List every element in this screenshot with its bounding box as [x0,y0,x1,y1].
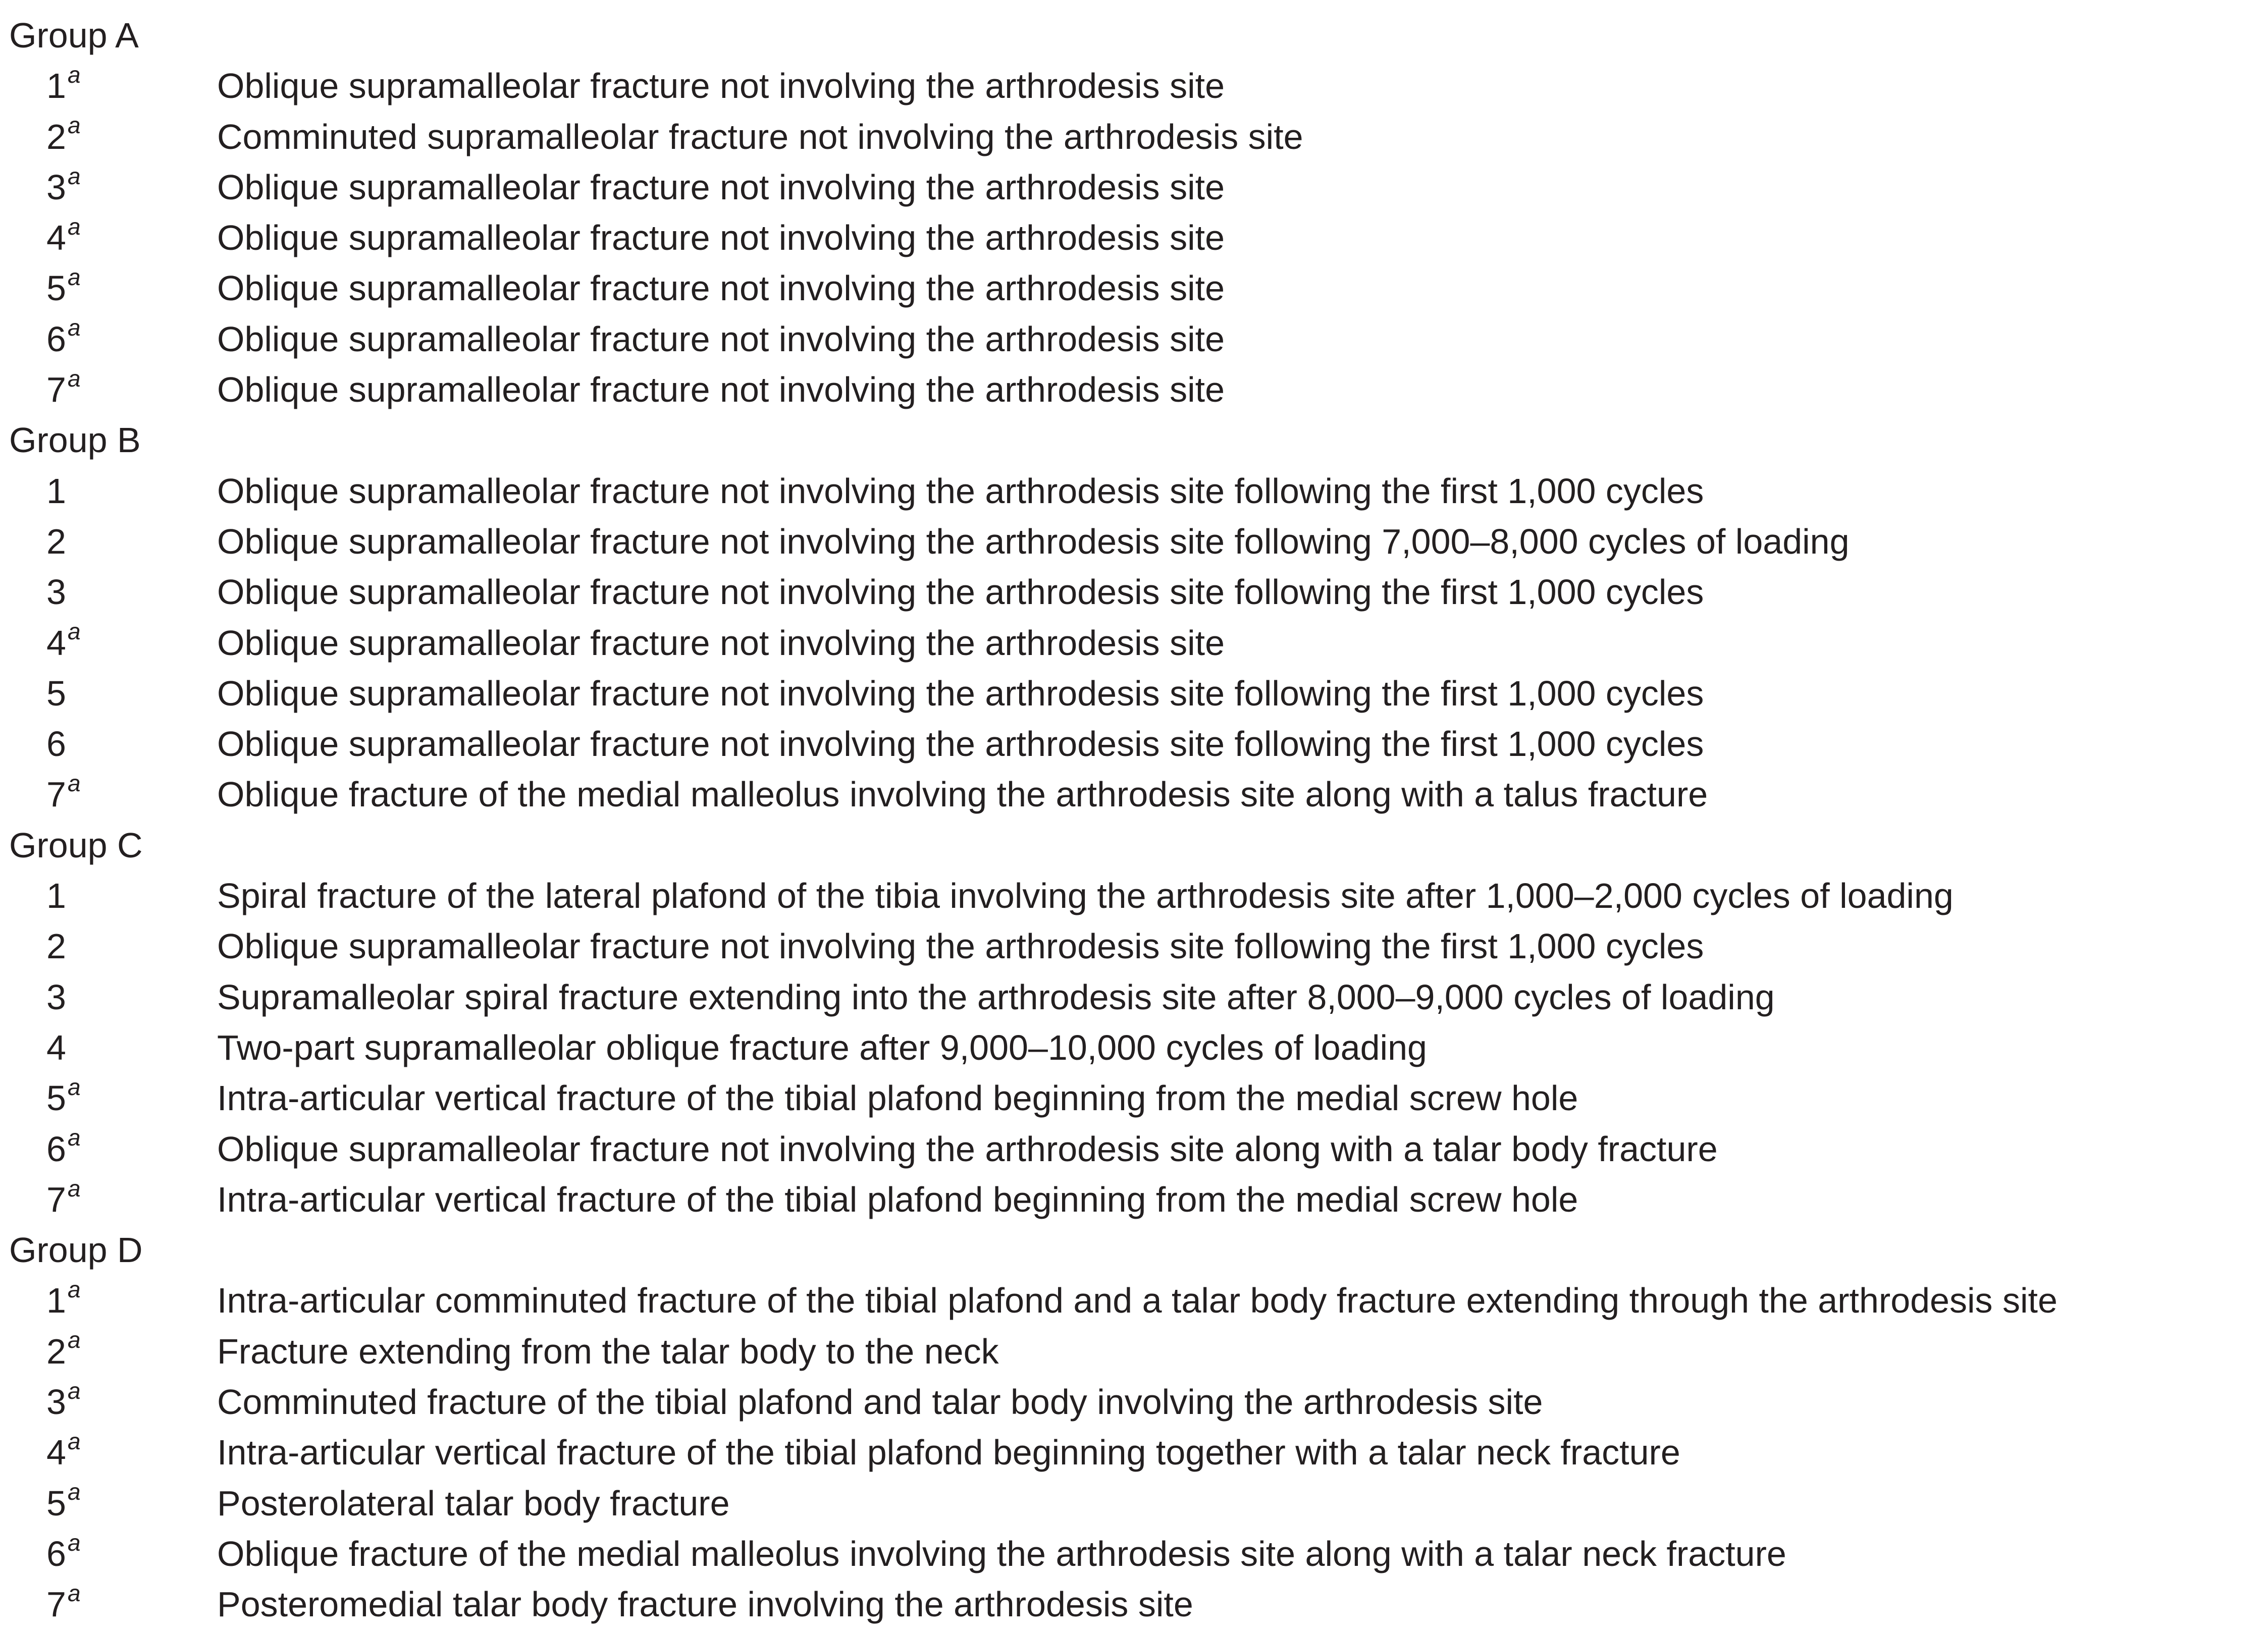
table-row [0,769,2268,820]
fracture-description: Oblique supramalleolar fracture not involving the arthrodesis site following the first 1,000 cycles [217,673,1704,713]
specimen-number-value: 7 [46,370,66,410]
specimen-number [46,112,81,162]
specimen-number-value: 3 [46,1382,66,1422]
table-row [0,263,2268,313]
fracture-description-table [0,10,2268,1630]
footnote-marker: a [67,1124,81,1151]
specimen-number-value: 5 [46,673,66,713]
specimen-number [46,618,81,668]
table-row [0,466,2268,516]
specimen-number-value: 3 [46,572,66,612]
fracture-description: Oblique supramalleolar fracture not involving the arthrodesis site [217,167,1225,207]
footnote-marker: a [67,1529,81,1556]
specimen-number [46,1073,81,1123]
footnote-marker: a [67,1073,81,1100]
specimen-number [46,1579,81,1629]
fracture-description: Oblique fracture of the medial malleolus involving the arthrodesis site along with a talar neck fracture [217,1534,1786,1573]
specimen-number-value: 5 [46,268,66,308]
footnote-marker: a [67,213,81,240]
specimen-number [46,1326,81,1377]
group-header: Group C [9,825,143,865]
group-header: Group A [9,16,139,55]
specimen-number [46,567,66,617]
specimen-number [46,870,66,921]
specimen-number [46,1529,81,1579]
specimen-number-value: 3 [46,167,66,207]
fracture-description: Comminuted fracture of the tibial plafond and talar body involving the arthrodesis site [217,1382,1543,1422]
specimen-number [46,1478,81,1529]
specimen-number [46,769,81,820]
fracture-description: Intra-articular vertical fracture of the tibial plafond beginning from the medial screw hole [217,1179,1578,1219]
footnote-marker: a [67,1377,81,1404]
specimen-number-value: 6 [46,1534,66,1573]
specimen-number [46,1275,81,1326]
specimen-number-value: 7 [46,1585,66,1624]
table-row [0,1174,2268,1225]
fracture-description: Oblique supramalleolar fracture not involving the arthrodesis site [217,218,1225,258]
fracture-description: Oblique supramalleolar fracture not involving the arthrodesis site [217,66,1225,106]
specimen-number [46,212,81,263]
specimen-number [46,719,66,769]
specimen-number [46,1174,81,1225]
footnote-marker: a [67,162,81,189]
fracture-description: Oblique supramalleolar fracture not involving the arthrodesis site following the first 1,000 cycles [217,572,1704,612]
specimen-number-value: 1 [46,66,66,106]
footnote-marker: a [67,1479,81,1505]
footnote-marker: a [67,1327,81,1353]
specimen-number-value: 5 [46,1483,66,1523]
footnote-marker: a [67,61,81,88]
specimen-number [46,364,81,415]
specimen-number [46,61,81,111]
specimen-number-value: 4 [46,623,66,663]
specimen-number [46,668,66,719]
specimen-number-value: 7 [46,1179,66,1219]
footnote-marker: a [67,264,81,291]
fracture-description: Oblique fracture of the medial malleolus involving the arthrodesis site along with a talus fracture [217,775,1708,814]
footnote-marker: a [67,314,81,341]
table-row [0,567,2268,617]
table-row [0,1326,2268,1377]
specimen-number-value: 6 [46,1129,66,1169]
footnote-marker: a [67,112,81,139]
fracture-description: Two-part supramalleolar oblique fracture after 9,000–10,000 cycles of loading [217,1027,1427,1067]
specimen-number [46,1427,81,1478]
table-row [0,719,2268,769]
specimen-number [46,1377,81,1427]
specimen-number-value: 4 [46,1433,66,1473]
table-row [0,1022,2268,1073]
fracture-description: Posteromedial talar body fracture involving the arthrodesis site [217,1585,1193,1624]
fracture-description: Oblique supramalleolar fracture not involving the arthrodesis site following the first 1,000 cycles [217,927,1704,966]
specimen-number [46,314,81,364]
table-row [0,364,2268,415]
specimen-number-value: 2 [46,1331,66,1371]
fracture-description: Oblique supramalleolar fracture not involving the arthrodesis site [217,370,1225,410]
footnote-marker: a [67,365,81,392]
specimen-number-value: 1 [46,1281,66,1321]
specimen-number [46,921,66,971]
table-row [0,1073,2268,1123]
table-row [0,1427,2268,1478]
table-row [0,668,2268,719]
table-row [0,921,2268,971]
fracture-description: Fracture extending from the talar body to the neck [217,1331,999,1371]
fracture-description: Oblique supramalleolar fracture not involving the arthrodesis site [217,623,1225,663]
specimen-number-value: 4 [46,1027,66,1067]
specimen-number-value: 2 [46,521,66,561]
table-row [0,1478,2268,1529]
specimen-number-value: 6 [46,319,66,359]
specimen-number-value: 1 [46,471,66,511]
specimen-number-value: 4 [46,218,66,258]
specimen-number-value: 1 [46,876,66,916]
table-row [0,1377,2268,1427]
specimen-number-value: 3 [46,977,66,1017]
specimen-number [46,263,81,313]
table-row [0,314,2268,364]
table-row [0,870,2268,921]
fracture-description: Intra-articular vertical fracture of the tibial plafond beginning together with a talar neck fracture [217,1433,1680,1473]
specimen-number-value: 5 [46,1078,66,1118]
specimen-number-value: 2 [46,927,66,966]
specimen-number-value: 7 [46,775,66,814]
group-header: Group B [9,420,141,460]
footnote-marker: a [67,1175,81,1202]
table-row [0,1579,2268,1629]
specimen-number-value: 2 [46,117,66,156]
table-row [0,1529,2268,1579]
fracture-description: Oblique supramalleolar fracture not involving the arthrodesis site following the first 1,000 cycles [217,471,1704,511]
table-row [0,516,2268,567]
fracture-description: Supramalleolar spiral fracture extending into the arthrodesis site after 8,000–9,000 cycles of loading [217,977,1775,1017]
table-row [0,1275,2268,1326]
fracture-description: Oblique supramalleolar fracture not involving the arthrodesis site [217,268,1225,308]
fracture-description: Spiral fracture of the lateral plafond of the tibia involving the arthrodesis site after 1,000–2,000 cycles of loading [217,876,1954,916]
fracture-description: Intra-articular comminuted fracture of the tibial plafond and a talar body fracture extending through the arthrodesis site [217,1281,2058,1321]
fracture-description: Oblique supramalleolar fracture not involving the arthrodesis site following 7,000–8,000 cycles of loading [217,521,1850,561]
fracture-description: Oblique supramalleolar fracture not involving the arthrodesis site [217,319,1225,359]
fracture-description: Oblique supramalleolar fracture not involving the arthrodesis site along with a talar body fracture [217,1129,1718,1169]
table-row [0,112,2268,162]
fracture-description: Comminuted supramalleolar fracture not involving the arthrodesis site [217,117,1303,156]
specimen-number [46,516,66,567]
specimen-number [46,1022,66,1073]
footnote-marker: a [67,1276,81,1303]
footnote-marker: a [67,770,81,797]
table-row [0,212,2268,263]
fracture-description: Oblique supramalleolar fracture not involving the arthrodesis site following the first 1,000 cycles [217,724,1704,764]
footnote-marker: a [67,1428,81,1454]
table-row [0,618,2268,668]
footnote-marker: a [67,618,81,645]
table-row [0,61,2268,111]
group-header: Group D [9,1230,143,1270]
table-row [0,972,2268,1022]
specimen-number-value: 6 [46,724,66,764]
specimen-number [46,466,66,516]
fracture-description: Intra-articular vertical fracture of the tibial plafond beginning from the medial screw hole [217,1078,1578,1118]
table-row [0,1124,2268,1174]
table-row [0,162,2268,212]
fracture-description: Posterolateral talar body fracture [217,1483,730,1523]
specimen-number [46,972,66,1022]
footnote-marker: a [67,1579,81,1606]
specimen-number [46,162,81,212]
specimen-number [46,1124,81,1174]
